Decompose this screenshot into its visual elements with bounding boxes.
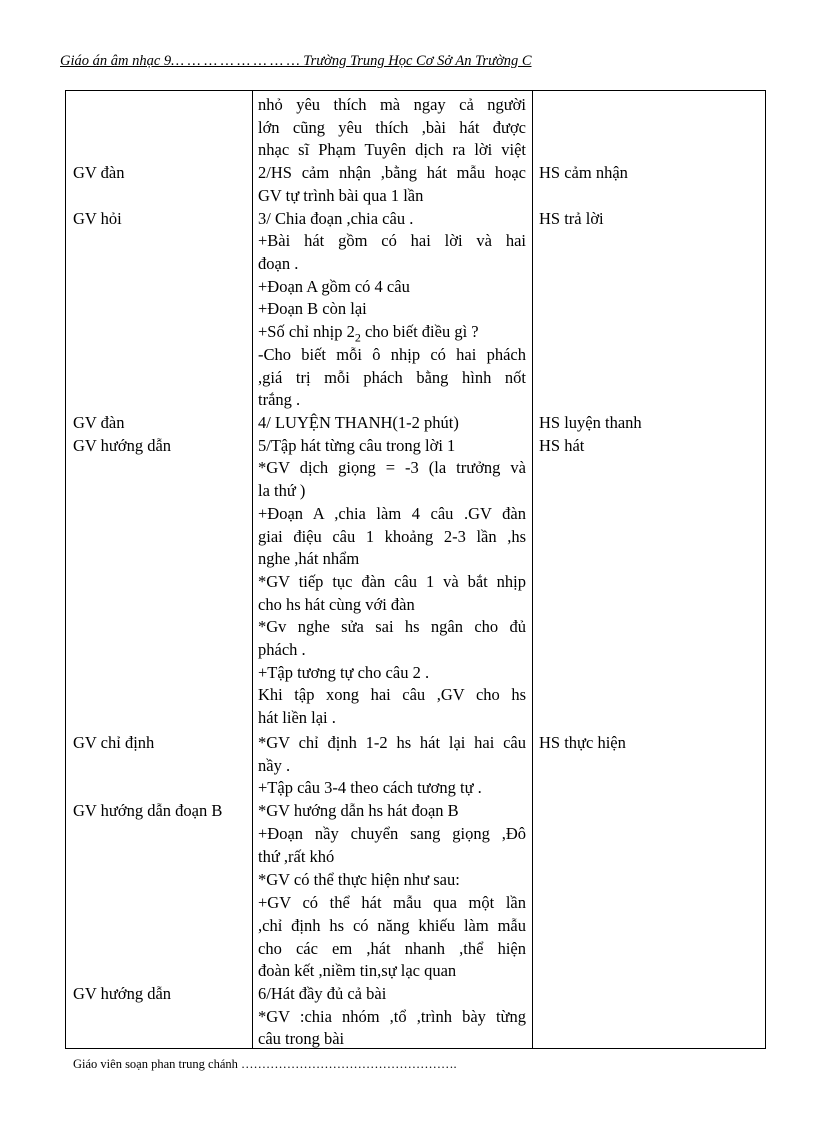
- student-activity: HS thực hiện: [539, 733, 626, 752]
- content-line: 5/Tập hát từng câu trong lời 1: [258, 436, 456, 455]
- content-line: nhỏ yêu thích mà ngay cả người: [258, 95, 526, 114]
- content-line: *GV hướng dẫn hs hát đoạn B: [258, 801, 459, 820]
- content-line: 3/ Chia đoạn ,chia câu .: [258, 209, 414, 228]
- teacher-activity: GV hỏi: [73, 209, 122, 228]
- content-line: trắng .: [258, 390, 301, 409]
- content-line: *GV chỉ định 1-2 hs hát lại hai câu: [258, 733, 526, 752]
- content-line: +Đoạn A gồm có 4 câu: [258, 277, 410, 296]
- teacher-activity: GV hướng dẫn đoạn B: [73, 801, 223, 820]
- content-line: nhạc sĩ Phạm Tuyên dịch ra lời việt: [258, 140, 526, 159]
- content-line: câu trong bài: [258, 1029, 345, 1048]
- page-header: Giáo án âm nhạc 9… … … … … … … … Trường Trung Học Cơ Sở An Trường C: [60, 53, 532, 69]
- content-line: +Đoạn nầy chuyển sang giọng ,Đô: [258, 824, 526, 843]
- content-line: nầy .: [258, 756, 291, 775]
- time-signature-question: cho biết điều gì ?: [360, 322, 479, 341]
- content-line: +GV có thể hát mẫu qua một lần: [258, 893, 526, 912]
- content-line: Khi tập xong hai câu ,GV cho hs: [258, 685, 526, 704]
- content-line: hát liền lại .: [258, 708, 336, 727]
- content-line: +Tập tương tự cho câu 2 .: [258, 663, 430, 682]
- content-line: +Đoạn B còn lại: [258, 299, 367, 318]
- content-line: thứ ,rất khó: [258, 847, 335, 866]
- time-signature: +Số chỉ nhịp 2: [258, 322, 355, 341]
- teacher-activity: GV đàn: [73, 413, 125, 432]
- column-divider: [532, 91, 533, 1048]
- column-divider: [252, 91, 253, 1048]
- content-line: cho hs hát cùng với đàn: [258, 595, 415, 614]
- content-line: 2/HS cảm nhận ,bằng hát mẫu hoạc: [258, 163, 526, 182]
- content-line: phách .: [258, 640, 306, 659]
- content-line: 4/ LUYỆN THANH(1-2 phút): [258, 413, 459, 432]
- teacher-activity: GV đàn: [73, 163, 125, 182]
- content-line: đoàn kết ,niềm tin,sự lạc quan: [258, 961, 457, 980]
- content-line: *GV có thể thực hiện như sau:: [258, 870, 460, 889]
- student-activity: HS luyện thanh: [539, 413, 642, 432]
- content-line: ,giá trị mỗi phách bằng hình nốt: [258, 368, 526, 387]
- content-line: +Tập câu 3-4 theo cách tương tự .: [258, 778, 482, 797]
- teacher-activity: GV chỉ định: [73, 733, 155, 752]
- content-line: ,chỉ định hs có năng khiếu làm mẫu: [258, 916, 526, 935]
- lesson-table: [65, 90, 766, 1049]
- content-line: cho các em ,hát nhanh ,thể hiện: [258, 939, 526, 958]
- time-signature-subscript: 2: [354, 330, 361, 345]
- student-activity: HS hát: [539, 436, 585, 455]
- content-line: *GV tiếp tục đàn câu 1 và bắt nhịp: [258, 572, 526, 591]
- student-activity: HS trả lời: [539, 209, 604, 228]
- student-activity: HS cảm nhận: [539, 163, 628, 182]
- page-footer: Giáo viên soạn phan trung chánh …………………………………………….: [73, 1057, 457, 1071]
- content-line: *GV :chia nhóm ,tổ ,trình bày từng: [258, 1007, 526, 1026]
- content-line: +Đoạn A ,chia làm 4 câu .GV đàn: [258, 504, 526, 523]
- content-line: nghe ,hát nhẩm: [258, 549, 360, 568]
- teacher-activity: GV hướng dẫn: [73, 984, 172, 1003]
- teacher-activity: GV hướng dẫn: [73, 436, 172, 455]
- content-line: *GV dịch giọng = -3 (la trưởng và: [258, 458, 526, 477]
- content-line: lớn cũng yêu thích ,bài hát được: [258, 118, 526, 137]
- content-line: 6/Hát đầy đủ cả bài: [258, 984, 387, 1003]
- content-line: +Bài hát gồm có hai lời và hai: [258, 231, 526, 250]
- content-line: đoạn .: [258, 254, 299, 273]
- content-line: la thứ ): [258, 481, 306, 500]
- content-line: *Gv nghe sửa sai hs ngân cho đủ: [258, 617, 526, 636]
- content-line: giai điệu câu 1 khoảng 2-3 lần ,hs: [258, 527, 526, 546]
- content-line: GV tự trình bài qua 1 lần: [258, 186, 424, 205]
- content-line: -Cho biết mỗi ô nhịp có hai phách: [258, 345, 526, 364]
